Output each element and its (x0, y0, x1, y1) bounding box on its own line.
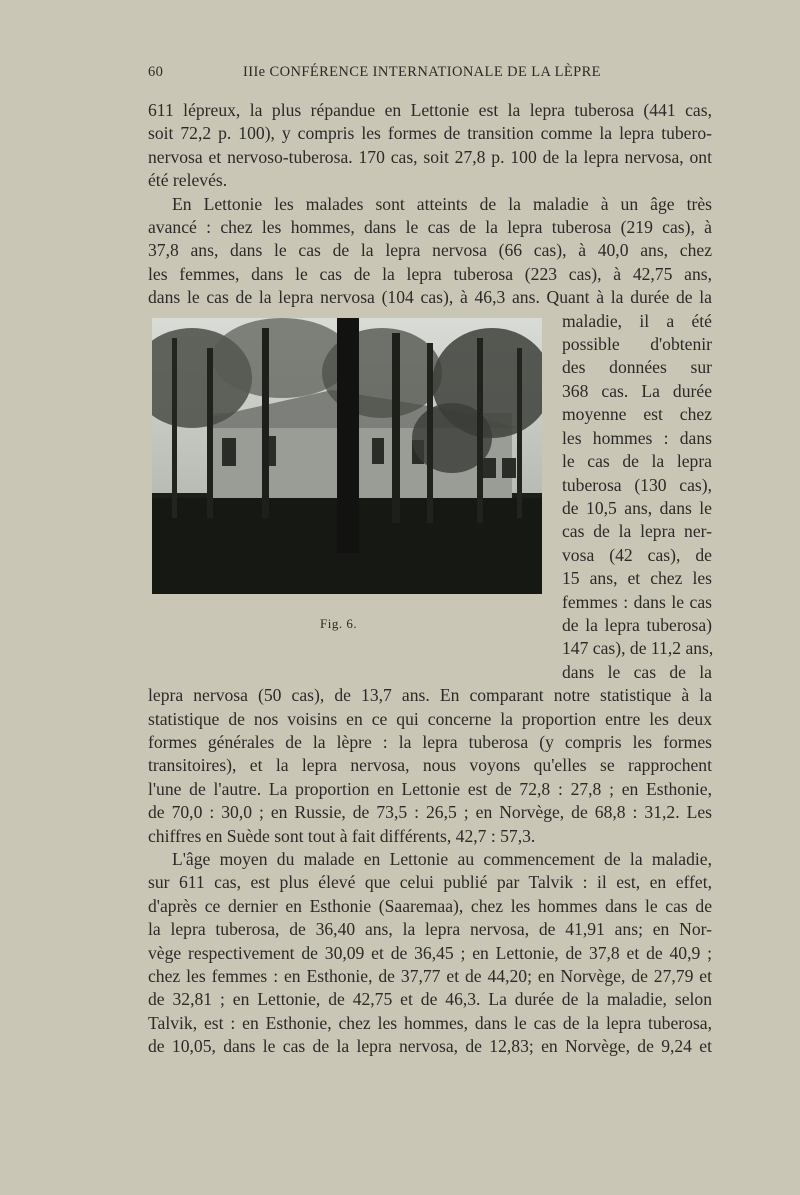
text-line: de 10,05, dans le cas de la lepra nervosa, de 12,83; en Norvège, de 9,24 et (148, 1036, 712, 1057)
text-line: dans le cas de la (562, 661, 712, 682)
text-line: chez les femmes : en Esthonie, de 37,77 et de 44,20; en Norvège, de 27,79 et (148, 966, 712, 987)
text-line: avancé : chez les hommes, dans le cas de la lepra tuberosa (219 cas), à (148, 217, 712, 238)
text-line: le cas de la lepra (562, 451, 712, 472)
figure-caption: Fig. 6. (320, 615, 358, 631)
text-line: vosa (42 cas), de (562, 544, 712, 565)
text-line: statistique de nos voisins en ce qui concerne la proportion entre les deux (148, 708, 712, 729)
text-line: de 10,5 ans, dans le (562, 497, 712, 518)
text-line: été relevés. (148, 170, 228, 191)
text-column-beside-figure (562, 310, 712, 685)
paragraph-1 (148, 99, 712, 193)
text-line: d'après ce dernier en Esthonie (Saaremaa), chez les hommes dans le cas de (148, 895, 712, 916)
text-line: des données sur (562, 357, 712, 378)
text-line: transitoires), et la lepra nervosa, nous voyons qu'elles se rapprochent (148, 755, 712, 776)
text-line: femmes : dans le cas (562, 591, 712, 612)
text-line: 611 lépreux, la plus répandue en Lettonie est la lepra tuberosa (441 cas, (148, 100, 712, 120)
text-line: la lepra tuberosa, de 36,40 ans, la lepra nervosa, de 41,91 ans; en Nor- (148, 919, 712, 940)
paragraph-3 (148, 848, 712, 1059)
text-line: vège respectivement de 30,09 et de 36,45 ; en Lettonie, de 37,8 et de 40,9 ; (148, 942, 712, 963)
text-line: tuberosa (130 cas), (562, 474, 712, 495)
text-line: moyenne est chez (562, 404, 712, 425)
photo-figure (152, 318, 542, 594)
body-text (148, 99, 712, 1059)
text-line: de la lepra tuberosa) (562, 614, 712, 635)
text-line: cas de la lepra ner- (562, 521, 712, 542)
text-line: 37,8 ans, dans le cas de la lepra nervosa (66 cas), à 40,0 ans, chez (148, 240, 712, 261)
building-in-pines-photo (152, 318, 542, 594)
running-title: IIIe CONFÉRENCE INTERNATIONALE DE LA LÈPRE (243, 64, 601, 80)
text-line: 15 ans, et chez les (562, 568, 712, 589)
text-line: Talvik, est : en Esthonie, chez les hommes, dans le cas de la lepra tuberosa, (148, 1012, 712, 1033)
text-line: chiffres en Suède sont tout à fait différents, 42,7 : 57,3. (148, 825, 536, 846)
figure-block (148, 310, 562, 660)
text-line: maladie, il a été (562, 310, 712, 331)
paragraph-2-continued (148, 684, 712, 848)
text-line: soit 72,2 p. 100), y compris les formes de transition comme la lepra tubero- (148, 123, 712, 144)
text-line: dans le cas de la lepra nervosa (104 cas), à 46,3 ans. Quant à la durée de la (148, 287, 712, 308)
text-line: les hommes : dans (562, 427, 712, 448)
text-line: lepra nervosa (50 cas), de 13,7 ans. En comparant notre statistique à la (148, 685, 712, 706)
page-header (148, 64, 712, 84)
text-line: formes générales de la lèpre : la lepra tuberosa (y compris les formes (148, 731, 712, 752)
text-line: les femmes, dans le cas de la lepra tuberosa (223 cas), à 42,75 ans, (148, 263, 712, 284)
text-line: L'âge moyen du malade en Lettonie au commencement de la maladie, (172, 849, 712, 869)
text-line: 368 cas. La durée (562, 380, 712, 401)
text-line: sur 611 cas, est plus élevé que celui publié par Talvik : il est, en effet, (148, 872, 712, 893)
text-line: possible d'obtenir (562, 334, 712, 355)
text-line: de 32,81 ; en Lettonie, de 42,75 et de 46,3. La durée de la maladie, selon (148, 989, 712, 1010)
paragraph-2 (148, 193, 712, 310)
page-number: 60 (148, 64, 164, 80)
text-line: nervosa et nervoso-tuberosa. 170 cas, soit 27,8 p. 100 de la lepra nervosa, ont (148, 146, 712, 167)
text-line: En Lettonie les malades sont atteints de la maladie à un âge très (172, 193, 712, 214)
text-line: l'une de l'autre. La proportion en Lettonie est de 72,8 : 27,8 ; en Esthonie, (148, 778, 712, 799)
text-line: de 70,0 : 30,0 ; en Russie, de 73,5 : 26,5 ; en Norvège, de 68,8 : 31,2. Les (148, 802, 712, 823)
text-line: 147 cas), de 11,2 ans, (562, 638, 714, 659)
